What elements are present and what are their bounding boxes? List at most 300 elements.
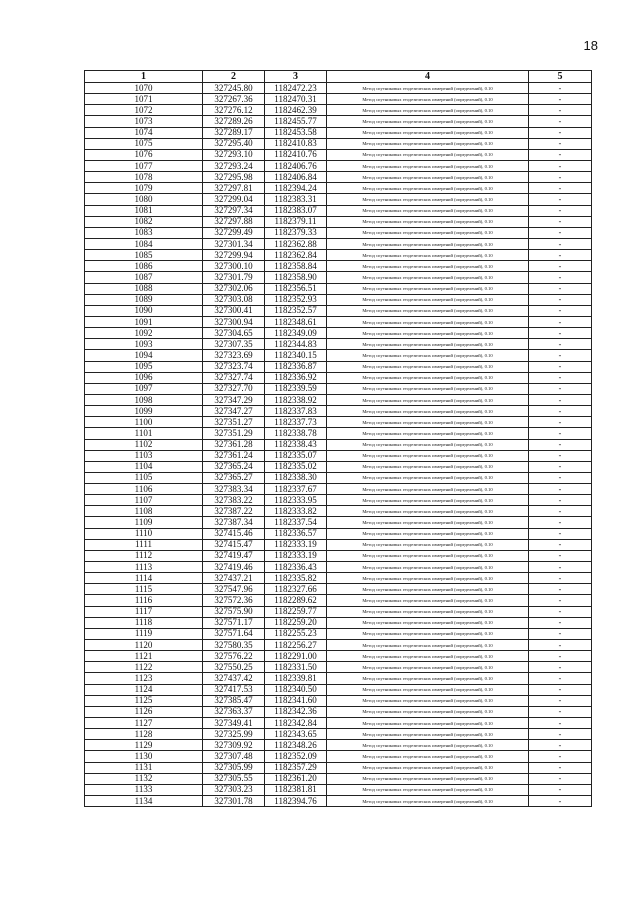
table-row (85, 227, 592, 238)
empty-value-dash: - (529, 796, 592, 807)
table-row (85, 718, 592, 729)
table-row (85, 361, 592, 372)
point-number: 1104 (85, 461, 203, 472)
method-description: Метод спутниковых геодезических измерений (определений), 0.10 (327, 160, 529, 171)
empty-value-dash: - (529, 428, 592, 439)
point-number: 1099 (85, 406, 203, 417)
coordinate-y: 1182394.76 (265, 796, 327, 807)
coordinate-x: 327305.55 (203, 773, 265, 784)
table-row (85, 550, 592, 561)
coordinate-y: 1182453.58 (265, 127, 327, 138)
empty-value-dash: - (529, 172, 592, 183)
method-description: Метод спутниковых геодезических измерений (определений), 0.10 (327, 450, 529, 461)
point-number: 1086 (85, 261, 203, 272)
point-number: 1115 (85, 584, 203, 595)
empty-value-dash: - (529, 94, 592, 105)
coordinate-x: 327419.47 (203, 550, 265, 561)
empty-value-dash: - (529, 205, 592, 216)
coordinate-y: 1182348.61 (265, 316, 327, 327)
coordinate-x: 327297.88 (203, 216, 265, 227)
table-row (85, 238, 592, 249)
coordinate-y: 1182336.92 (265, 372, 327, 383)
table-row (85, 205, 592, 216)
method-description: Метод спутниковых геодезических измерений (определений), 0.10 (327, 294, 529, 305)
table-row (85, 316, 592, 327)
coordinate-y: 1182358.84 (265, 261, 327, 272)
table-row (85, 695, 592, 706)
empty-value-dash: - (529, 194, 592, 205)
coordinate-x: 327365.24 (203, 461, 265, 472)
empty-value-dash: - (529, 250, 592, 261)
coordinate-y: 1182291.00 (265, 651, 327, 662)
coordinate-x: 327347.27 (203, 406, 265, 417)
table-row (85, 183, 592, 194)
empty-value-dash: - (529, 227, 592, 238)
empty-value-dash: - (529, 294, 592, 305)
method-description: Метод спутниковых геодезических измерений (определений), 0.10 (327, 484, 529, 495)
empty-value-dash: - (529, 138, 592, 149)
coordinate-y: 1182342.36 (265, 706, 327, 717)
coordinate-y: 1182339.81 (265, 673, 327, 684)
method-description: Метод спутниковых геодезических измерений (определений), 0.10 (327, 796, 529, 807)
empty-value-dash: - (529, 539, 592, 550)
method-description: Метод спутниковых геодезических измерений (определений), 0.10 (327, 751, 529, 762)
empty-value-dash: - (529, 283, 592, 294)
point-number: 1074 (85, 127, 203, 138)
table-row (85, 684, 592, 695)
method-description: Метод спутниковых геодезических измерений (определений), 0.10 (327, 105, 529, 116)
point-number: 1124 (85, 684, 203, 695)
method-description: Метод спутниковых геодезических измерений (определений), 0.10 (327, 138, 529, 149)
method-description: Метод спутниковых геодезических измерений (определений), 0.10 (327, 149, 529, 160)
coordinate-x: 327387.34 (203, 517, 265, 528)
coordinate-x: 327419.46 (203, 562, 265, 573)
coordinate-x: 327327.70 (203, 383, 265, 394)
table-row (85, 294, 592, 305)
method-description: Метод спутниковых геодезических измерений (определений), 0.10 (327, 628, 529, 639)
empty-value-dash: - (529, 706, 592, 717)
coordinates-table (84, 70, 592, 807)
point-number: 1118 (85, 617, 203, 628)
empty-value-dash: - (529, 673, 592, 684)
coordinate-x: 327300.41 (203, 305, 265, 316)
method-description: Метод спутниковых геодезических измерений (определений), 0.10 (327, 762, 529, 773)
coordinate-y: 1182336.87 (265, 361, 327, 372)
point-number: 1072 (85, 105, 203, 116)
method-description: Метод спутниковых геодезических измерений (определений), 0.10 (327, 706, 529, 717)
column-header-5: 5 (529, 71, 592, 83)
empty-value-dash: - (529, 784, 592, 795)
coordinate-x: 327347.29 (203, 394, 265, 405)
empty-value-dash: - (529, 584, 592, 595)
point-number: 1131 (85, 762, 203, 773)
table-row (85, 584, 592, 595)
coordinate-y: 1182383.07 (265, 205, 327, 216)
table-row (85, 305, 592, 316)
table-row (85, 94, 592, 105)
point-number: 1122 (85, 662, 203, 673)
coordinate-y: 1182356.51 (265, 283, 327, 294)
point-number: 1108 (85, 506, 203, 517)
empty-value-dash: - (529, 506, 592, 517)
coordinate-y: 1182362.88 (265, 238, 327, 249)
coordinate-x: 327437.21 (203, 573, 265, 584)
method-description: Метод спутниковых геодезических измерений (определений), 0.10 (327, 238, 529, 249)
empty-value-dash: - (529, 762, 592, 773)
table-row (85, 461, 592, 472)
table-row (85, 484, 592, 495)
table-row (85, 372, 592, 383)
coordinate-y: 1182361.20 (265, 773, 327, 784)
method-description: Метод спутниковых геодезических измерений (определений), 0.10 (327, 584, 529, 595)
coordinate-y: 1182472.23 (265, 83, 327, 94)
coordinate-y: 1182340.15 (265, 350, 327, 361)
coordinate-y: 1182333.95 (265, 495, 327, 506)
method-description: Метод спутниковых геодезических измерений (определений), 0.10 (327, 205, 529, 216)
column-header-2: 2 (203, 71, 265, 83)
coordinate-x: 327349.41 (203, 718, 265, 729)
table-row (85, 261, 592, 272)
point-number: 1094 (85, 350, 203, 361)
table-row (85, 573, 592, 584)
point-number: 1112 (85, 550, 203, 561)
table-row (85, 651, 592, 662)
empty-value-dash: - (529, 562, 592, 573)
empty-value-dash: - (529, 261, 592, 272)
table-row (85, 394, 592, 405)
coordinate-x: 327276.12 (203, 105, 265, 116)
method-description: Метод спутниковых геодезических измерений (определений), 0.10 (327, 406, 529, 417)
coordinate-y: 1182455.77 (265, 116, 327, 127)
method-description: Метод спутниковых геодезических измерений (определений), 0.10 (327, 272, 529, 283)
point-number: 1093 (85, 339, 203, 350)
coordinate-y: 1182379.33 (265, 227, 327, 238)
coordinate-y: 1182335.02 (265, 461, 327, 472)
point-number: 1076 (85, 149, 203, 160)
point-number: 1120 (85, 640, 203, 651)
method-description: Метод спутниковых геодезических измерений (определений), 0.10 (327, 718, 529, 729)
table-row (85, 784, 592, 795)
coordinate-x: 327576.22 (203, 651, 265, 662)
coordinate-x: 327301.34 (203, 238, 265, 249)
empty-value-dash: - (529, 372, 592, 383)
method-description: Метод спутниковых геодезических измерений (определений), 0.10 (327, 83, 529, 94)
method-description: Метод спутниковых геодезических измерений (определений), 0.10 (327, 183, 529, 194)
table-row (85, 428, 592, 439)
coordinate-x: 327297.81 (203, 183, 265, 194)
table-row (85, 383, 592, 394)
empty-value-dash: - (529, 617, 592, 628)
empty-value-dash: - (529, 606, 592, 617)
point-number: 1083 (85, 227, 203, 238)
coordinate-y: 1182333.82 (265, 506, 327, 517)
method-description: Метод спутниковых геодезических измерений (определений), 0.10 (327, 216, 529, 227)
coordinate-x: 327304.65 (203, 328, 265, 339)
coordinate-x: 327301.79 (203, 272, 265, 283)
point-number: 1073 (85, 116, 203, 127)
coordinate-y: 1182337.54 (265, 517, 327, 528)
method-description: Метод спутниковых геодезических измерений (определений), 0.10 (327, 339, 529, 350)
point-number: 1100 (85, 417, 203, 428)
coordinate-x: 327289.17 (203, 127, 265, 138)
method-description: Метод спутниковых геодезических измерений (определений), 0.10 (327, 684, 529, 695)
method-description: Метод спутниковых геодезических измерений (определений), 0.10 (327, 617, 529, 628)
method-description: Метод спутниковых геодезических измерений (определений), 0.10 (327, 428, 529, 439)
method-description: Метод спутниковых геодезических измерений (определений), 0.10 (327, 316, 529, 327)
coordinate-y: 1182336.57 (265, 528, 327, 539)
method-description: Метод спутниковых геодезических измерений (определений), 0.10 (327, 383, 529, 394)
empty-value-dash: - (529, 272, 592, 283)
method-description: Метод спутниковых геодезических измерений (определений), 0.10 (327, 194, 529, 205)
coordinate-x: 327383.22 (203, 495, 265, 506)
point-number: 1078 (85, 172, 203, 183)
table-row (85, 751, 592, 762)
empty-value-dash: - (529, 628, 592, 639)
point-number: 1103 (85, 450, 203, 461)
empty-value-dash: - (529, 640, 592, 651)
coordinate-y: 1182338.92 (265, 394, 327, 405)
table-row (85, 662, 592, 673)
method-description: Метод спутниковых геодезических измерений (определений), 0.10 (327, 673, 529, 684)
method-description: Метод спутниковых геодезических измерений (определений), 0.10 (327, 562, 529, 573)
table-row (85, 528, 592, 539)
coordinate-x: 327289.26 (203, 116, 265, 127)
point-number: 1079 (85, 183, 203, 194)
coordinate-x: 327303.08 (203, 294, 265, 305)
method-description: Метод спутниковых геодезических измерений (определений), 0.10 (327, 640, 529, 651)
table-row (85, 406, 592, 417)
coordinate-y: 1182358.90 (265, 272, 327, 283)
point-number: 1097 (85, 383, 203, 394)
coordinate-y: 1182259.77 (265, 606, 327, 617)
coordinate-x: 327385.47 (203, 695, 265, 706)
column-header-4: 4 (327, 71, 529, 83)
coordinate-x: 327307.48 (203, 751, 265, 762)
coordinate-y: 1182337.73 (265, 417, 327, 428)
coordinate-y: 1182259.20 (265, 617, 327, 628)
table-row (85, 606, 592, 617)
method-description: Метод спутниковых геодезических измерений (определений), 0.10 (327, 550, 529, 561)
point-number: 1111 (85, 539, 203, 550)
method-description: Метод спутниковых геодезических измерений (определений), 0.10 (327, 729, 529, 740)
coordinate-x: 327302.06 (203, 283, 265, 294)
table-row (85, 417, 592, 428)
coordinate-x: 327415.47 (203, 539, 265, 550)
coordinate-x: 327245.80 (203, 83, 265, 94)
empty-value-dash: - (529, 684, 592, 695)
table-row (85, 105, 592, 116)
coordinate-y: 1182331.50 (265, 662, 327, 673)
method-description: Метод спутниковых геодезических измерений (определений), 0.10 (327, 116, 529, 127)
table-row (85, 138, 592, 149)
empty-value-dash: - (529, 718, 592, 729)
empty-value-dash: - (529, 305, 592, 316)
coordinate-x: 327323.74 (203, 361, 265, 372)
point-number: 1130 (85, 751, 203, 762)
point-number: 1080 (85, 194, 203, 205)
coordinate-y: 1182327.66 (265, 584, 327, 595)
method-description: Метод спутниковых геодезических измерений (определений), 0.10 (327, 495, 529, 506)
point-number: 1133 (85, 784, 203, 795)
coordinate-y: 1182343.65 (265, 729, 327, 740)
table-row (85, 729, 592, 740)
table-row (85, 740, 592, 751)
table-row (85, 706, 592, 717)
empty-value-dash: - (529, 439, 592, 450)
coordinate-x: 327267.36 (203, 94, 265, 105)
coordinate-x: 327361.24 (203, 450, 265, 461)
point-number: 1127 (85, 718, 203, 729)
method-description: Метод спутниковых геодезических измерений (определений), 0.10 (327, 573, 529, 584)
coordinate-y: 1182335.07 (265, 450, 327, 461)
empty-value-dash: - (529, 339, 592, 350)
coordinate-y: 1182335.82 (265, 573, 327, 584)
point-number: 1105 (85, 472, 203, 483)
table-row (85, 216, 592, 227)
coordinate-y: 1182348.26 (265, 740, 327, 751)
coordinate-x: 327300.94 (203, 316, 265, 327)
point-number: 1134 (85, 796, 203, 807)
table-row (85, 628, 592, 639)
table-row (85, 272, 592, 283)
table-row (85, 673, 592, 684)
point-number: 1110 (85, 528, 203, 539)
coordinate-x: 327300.10 (203, 261, 265, 272)
point-number: 1096 (85, 372, 203, 383)
table-row (85, 83, 592, 94)
method-description: Метод спутниковых геодезических измерений (определений), 0.10 (327, 261, 529, 272)
point-number: 1132 (85, 773, 203, 784)
table-row (85, 283, 592, 294)
coordinate-x: 327437.42 (203, 673, 265, 684)
method-description: Метод спутниковых геодезических измерений (определений), 0.10 (327, 461, 529, 472)
empty-value-dash: - (529, 461, 592, 472)
coordinate-x: 327299.04 (203, 194, 265, 205)
method-description: Метод спутниковых геодезических измерений (определений), 0.10 (327, 250, 529, 261)
coordinate-y: 1182336.43 (265, 562, 327, 573)
table-body (85, 83, 592, 807)
point-number: 1102 (85, 439, 203, 450)
empty-value-dash: - (529, 361, 592, 372)
table-row (85, 160, 592, 171)
table-row (85, 517, 592, 528)
coordinate-x: 327305.99 (203, 762, 265, 773)
empty-value-dash: - (529, 149, 592, 160)
point-number: 1084 (85, 238, 203, 249)
empty-value-dash: - (529, 83, 592, 94)
coordinate-x: 327295.40 (203, 138, 265, 149)
method-description: Метод спутниковых геодезических измерений (определений), 0.10 (327, 417, 529, 428)
method-description: Метод спутниковых геодезических измерений (определений), 0.10 (327, 94, 529, 105)
point-number: 1071 (85, 94, 203, 105)
method-description: Метод спутниковых геодезических измерений (определений), 0.10 (327, 606, 529, 617)
coordinate-x: 327301.78 (203, 796, 265, 807)
method-description: Метод спутниковых геодезических измерений (определений), 0.10 (327, 127, 529, 138)
empty-value-dash: - (529, 316, 592, 327)
coordinate-x: 327361.28 (203, 439, 265, 450)
coordinate-x: 327365.27 (203, 472, 265, 483)
coordinate-x: 327327.74 (203, 372, 265, 383)
method-description: Метод спутниковых геодезических измерений (определений), 0.10 (327, 740, 529, 751)
method-description: Метод спутниковых геодезических измерений (определений), 0.10 (327, 439, 529, 450)
coordinate-y: 1182340.50 (265, 684, 327, 695)
table-row (85, 617, 592, 628)
point-number: 1087 (85, 272, 203, 283)
coordinate-y: 1182289.62 (265, 595, 327, 606)
coordinate-x: 327363.37 (203, 706, 265, 717)
coordinate-y: 1182255.23 (265, 628, 327, 639)
point-number: 1070 (85, 83, 203, 94)
method-description: Метод спутниковых геодезических измерений (определений), 0.10 (327, 773, 529, 784)
method-description: Метод спутниковых геодезических измерений (определений), 0.10 (327, 517, 529, 528)
method-description: Метод спутниковых геодезических измерений (определений), 0.10 (327, 662, 529, 673)
coordinate-y: 1182337.67 (265, 484, 327, 495)
point-number: 1129 (85, 740, 203, 751)
coordinate-x: 327383.34 (203, 484, 265, 495)
method-description: Метод спутниковых геодезических измерений (определений), 0.10 (327, 350, 529, 361)
page-number: 18 (583, 38, 598, 53)
table-row (85, 149, 592, 160)
table-row (85, 172, 592, 183)
coordinate-x: 327351.27 (203, 417, 265, 428)
empty-value-dash: - (529, 383, 592, 394)
coordinate-x: 327297.34 (203, 205, 265, 216)
table-row (85, 328, 592, 339)
method-description: Метод спутниковых геодезических измерений (определений), 0.10 (327, 227, 529, 238)
point-number: 1091 (85, 316, 203, 327)
method-description: Метод спутниковых геодезических измерений (определений), 0.10 (327, 472, 529, 483)
method-description: Метод спутниковых геодезических измерений (определений), 0.10 (327, 172, 529, 183)
point-number: 1095 (85, 361, 203, 372)
table-row (85, 339, 592, 350)
column-header-3: 3 (265, 71, 327, 83)
point-number: 1092 (85, 328, 203, 339)
empty-value-dash: - (529, 517, 592, 528)
method-description: Метод спутниковых геодезических измерений (определений), 0.10 (327, 305, 529, 316)
table-row (85, 472, 592, 483)
point-number: 1116 (85, 595, 203, 606)
point-number: 1114 (85, 573, 203, 584)
empty-value-dash: - (529, 216, 592, 227)
empty-value-dash: - (529, 328, 592, 339)
table-row (85, 762, 592, 773)
coordinate-x: 327571.64 (203, 628, 265, 639)
method-description: Метод спутниковых геодезических измерений (определений), 0.10 (327, 372, 529, 383)
coordinate-x: 327295.98 (203, 172, 265, 183)
coordinate-y: 1182362.84 (265, 250, 327, 261)
table-row (85, 250, 592, 261)
empty-value-dash: - (529, 751, 592, 762)
coordinate-x: 327299.49 (203, 227, 265, 238)
coordinate-x: 327299.94 (203, 250, 265, 261)
coordinate-y: 1182352.09 (265, 751, 327, 762)
coordinate-y: 1182410.83 (265, 138, 327, 149)
empty-value-dash: - (529, 394, 592, 405)
coordinate-y: 1182410.76 (265, 149, 327, 160)
point-number: 1126 (85, 706, 203, 717)
empty-value-dash: - (529, 406, 592, 417)
empty-value-dash: - (529, 662, 592, 673)
method-description: Метод спутниковых геодезических измерений (определений), 0.10 (327, 283, 529, 294)
point-number: 1123 (85, 673, 203, 684)
coordinate-y: 1182381.81 (265, 784, 327, 795)
empty-value-dash: - (529, 105, 592, 116)
method-description: Метод спутниковых геодезических измерений (определений), 0.10 (327, 539, 529, 550)
coordinate-y: 1182338.43 (265, 439, 327, 450)
point-number: 1119 (85, 628, 203, 639)
empty-value-dash: - (529, 160, 592, 171)
table-row (85, 127, 592, 138)
